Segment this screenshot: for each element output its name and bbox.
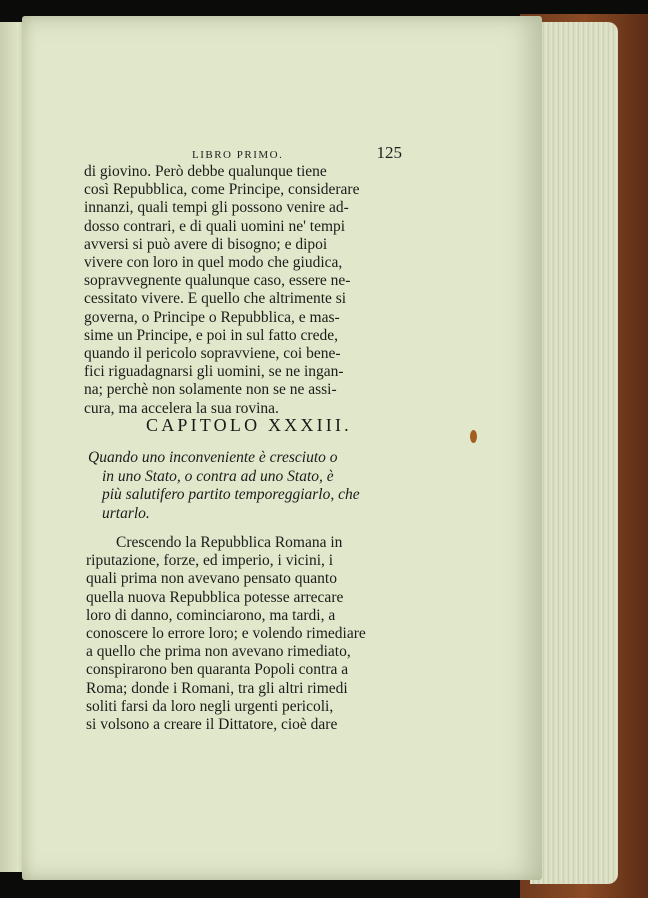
text-line: di giovino. Però debbe qualunque tiene [84,163,327,180]
page-stack-edge [530,22,618,884]
text-line: conspirarono ben quaranta Popoli contra a [86,661,349,679]
page-number: 125 [376,143,402,162]
page-header [192,144,402,164]
paragraph-2 [86,534,398,734]
text-line: soliti farsi da loro negli urgenti pericoli, [86,697,334,715]
running-head: LIBRO PRIMO. [192,149,284,161]
chapter-summary [88,449,408,523]
text-line: cessitato vivere. E quello che altrimente si [84,290,347,308]
ink-stain [470,430,477,443]
text-line: riputazione, forze, ed imperio, i vicini, i [86,552,334,570]
text-line: fici riguadagnarsi gli uomini, se ne ingan- [84,363,344,381]
text-line: sime un Principe, e poi in sul fatto crede, [84,326,338,344]
text-line: cura, ma accelera la sua rovina. [84,399,279,417]
text-line: quali prima non avevano pensato quanto [86,570,337,588]
text-line: si volsono a creare il Dittatore, cioè dare [86,716,338,734]
summary-line: urtarlo. [102,504,150,522]
summary-line: in uno Stato, o contra ad uno Stato, è [102,467,334,485]
chapter-title: CAPITOLO XXXIII. [146,415,352,435]
text-line: governa, o Principe o Repubblica, e mas- [84,308,340,326]
text-line: a quello che prima non avevano rimediato, [86,643,351,661]
text-line: loro di danno, cominciarono, ma tardi, a [86,606,336,624]
text-line: sopravvegnente qualunque caso, essere ne- [84,272,351,290]
text-line: innanzi, quali tempi gli possono venire ad- [84,199,349,217]
summary-line: Quando uno inconveniente è cresciuto o [88,449,338,466]
text-line: avversi si può avere di bisogno; e dipoi [84,235,328,253]
text-line: così Repubblica, come Principe, considerare [84,181,360,199]
text-line: conoscere lo errore loro; e volendo rimediare [86,625,366,643]
summary-line: più salutifero partito temporeggiarlo, che [102,486,360,504]
book-page [22,16,542,880]
text-line: quando il pericolo sopravviene, coi bene- [84,345,341,363]
text-line: Roma; donde i Romani, tra gli altri rimedi [86,679,348,697]
text-line: vivere con loro in quel modo che giudica, [84,254,343,272]
text-line: Crescendo la Repubblica Romana in [116,534,343,551]
text-line: dosso contrari, e di quali uomini ne' tempi [84,217,346,235]
paragraph-1 [84,163,404,418]
text-line: na; perchè non solamente non se ne assi- [84,381,337,399]
text-line: quella nuova Repubblica potesse arrecare [86,588,344,606]
